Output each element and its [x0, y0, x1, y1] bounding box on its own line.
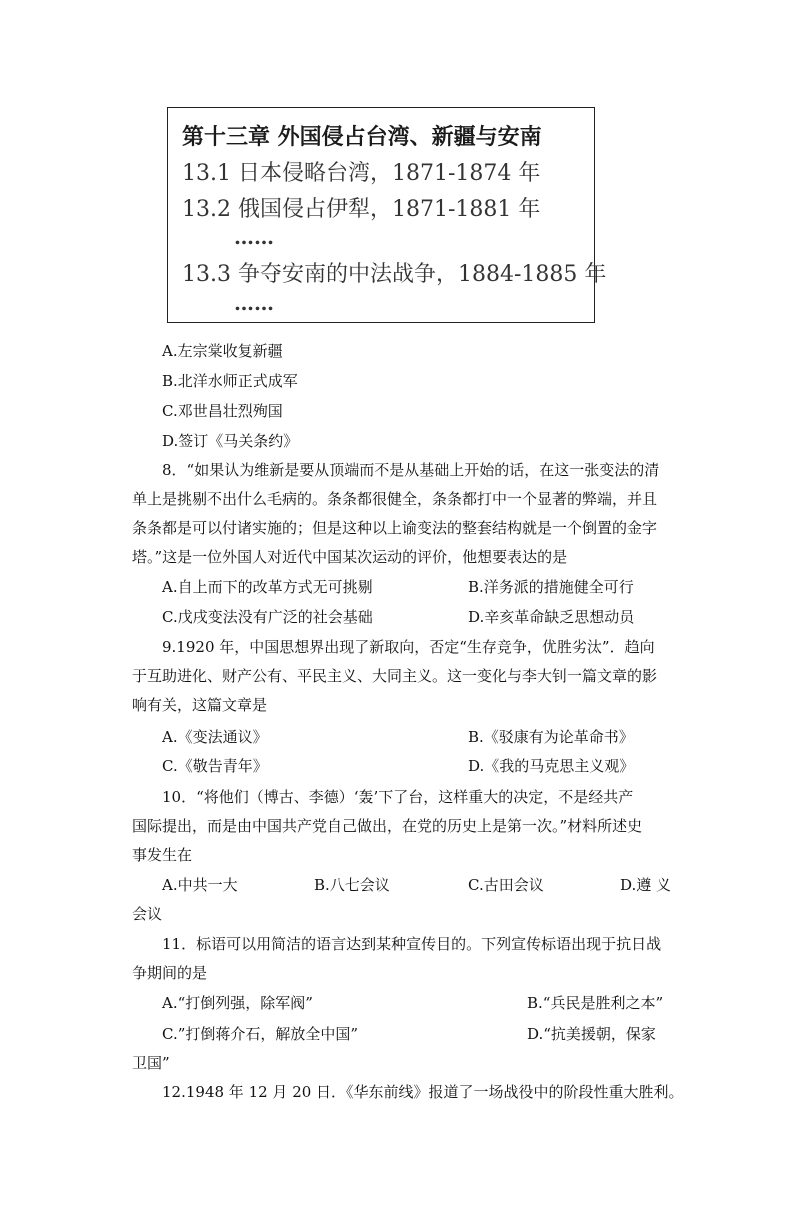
- chapter-outline-figure: [167, 107, 607, 323]
- q8-option-d: D.辛亥革命缺乏思想动员: [468, 608, 635, 626]
- q8-stem-line-2: 单上是挑剔不出什么毛病的。条条都很健全，条条都打中一个显著的弊端，并且: [132, 490, 658, 508]
- q10-option-b: B.八七会议: [314, 876, 390, 894]
- q9-option-c: C.《敬告青年》: [162, 757, 268, 775]
- q7-option-c: C.邓世昌壮烈殉国: [162, 402, 283, 420]
- q8-stem-line-1: 8．“如果认为维新是要从顶端而不是从基础上开始的话，在这一张变法的清: [162, 461, 660, 479]
- figure-line-1: 13.1 日本侵略台湾，1871-1874 年: [182, 161, 541, 186]
- q10-option-d-continued: 会议: [132, 905, 163, 923]
- q9-option-b: B.《驳康有为论革命书》: [468, 728, 634, 746]
- q10-stem-line-2: 国际提出，而是由中国共产党自己做出，在党的历史上是第一次。”材料所述史: [132, 817, 643, 835]
- q11-stem-line-1: 11．标语可以用简洁的语言达到某种宣传目的。下列宣传标语出现于抗日战: [162, 935, 662, 953]
- q7-option-d: D.签订《马关条约》: [162, 432, 299, 450]
- q8-stem-line-4: 塔。”这是一位外国人对近代中国某次运动的评价，他想要表达的是: [132, 548, 568, 566]
- q9-stem-line-2: 于互助进化、财产公有、平民主义、大同主义。这一变化与李大钊一篇文章的影: [132, 667, 658, 685]
- q11-option-d: D.“抗美援朝，保家: [527, 1025, 656, 1043]
- q9-stem-line-3: 响有关，这篇文章是: [132, 696, 268, 714]
- figure-ellipsis-2: ……: [234, 291, 274, 315]
- q8-option-b: B.洋务派的措施健全可行: [468, 578, 634, 596]
- q8-option-c: C.戊戌变法没有广泛的社会基础: [162, 608, 373, 626]
- figure-ellipsis-1: ……: [234, 225, 274, 249]
- q11-option-b: B.“兵民是胜利之本”: [527, 994, 664, 1012]
- q8-stem-line-3: 条条都是可以付诸实施的；但是这种以上谕变法的整套结构就是一个倒置的金字: [132, 519, 658, 537]
- figure-line-3: 13.3 争夺安南的中法战争，1884-1885 年: [182, 262, 607, 287]
- q12-stem-line-1: 12.1948 年 12 月 20 日．《华东前线》报道了一场战役中的阶段性重大胜利。: [162, 1083, 684, 1101]
- q10-stem-line-3: 事发生在: [132, 846, 193, 864]
- q9-option-d: D.《我的马克思主义观》: [468, 757, 635, 775]
- q7-option-a: A.左宗棠收复新疆: [162, 342, 283, 360]
- q10-option-c: C.古田会议: [468, 876, 544, 894]
- q11-option-c: C.”打倒蒋介石，解放全中国”: [162, 1025, 359, 1043]
- q10-stem-line-1: 10．“将他们（博古、李德）‘轰’下了台，这样重大的决定，不是经共产: [162, 788, 634, 806]
- figure-title: 第十三章 外国侵占台湾、新疆与安南: [182, 124, 542, 150]
- q10-option-d: D.遵 义: [620, 876, 672, 894]
- q11-option-a: A.“打倒列强，除军阀”: [162, 994, 313, 1012]
- q8-option-a: A.自上而下的改革方式无可挑剔: [162, 578, 373, 596]
- figure-line-2: 13.2 俄国侵占伊犁，1871-1881 年: [182, 197, 541, 222]
- q9-stem-line-1: 9.1920 年，中国思想界出现了新取向，否定“生存竞争，优胜劣汰”．趋向: [162, 638, 655, 656]
- q9-option-a: A.《变法通议》: [162, 728, 268, 746]
- q11-option-d-continued: 卫国”: [132, 1054, 170, 1072]
- q10-option-a: A.中共一大: [162, 876, 238, 894]
- q11-stem-line-2: 争期间的是: [132, 964, 208, 982]
- q7-option-b: B.北洋水师正式成军: [162, 372, 298, 390]
